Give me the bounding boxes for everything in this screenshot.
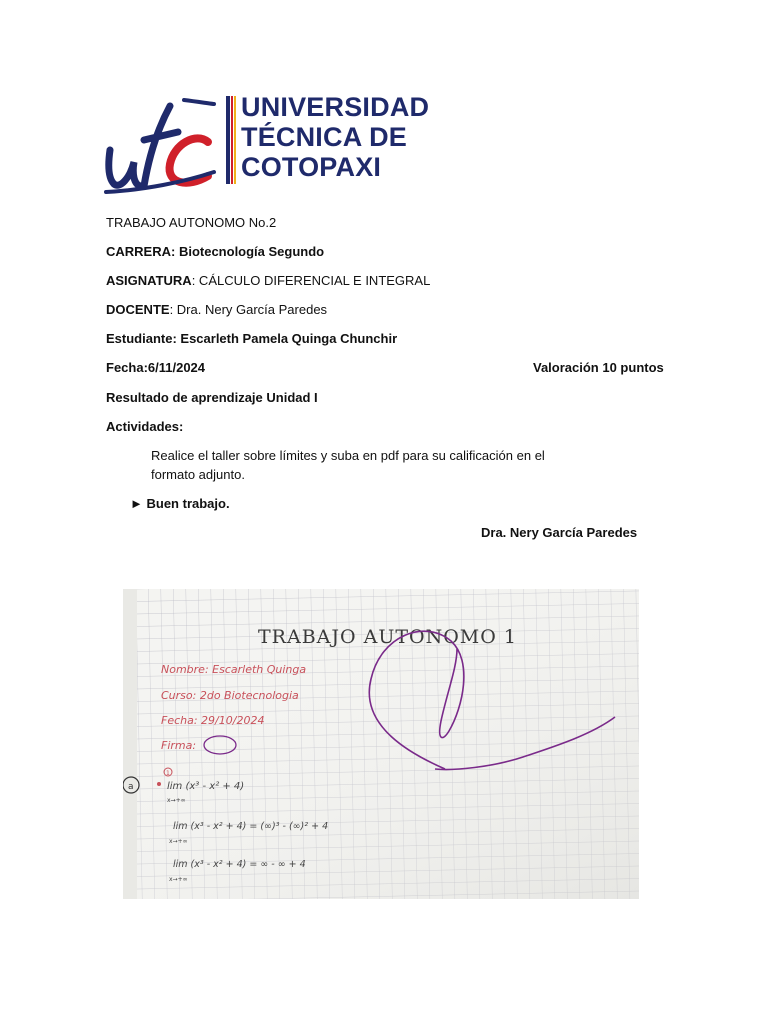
logo-line-3: COTOPAXI (241, 152, 382, 182)
utc-logo-mark (104, 92, 236, 202)
limit-line-1-sub: x→+∞ (167, 797, 186, 804)
university-name (241, 92, 429, 182)
asignatura-value: : CÁLCULO DIFERENCIAL E INTEGRAL (191, 273, 431, 288)
assignment-title (106, 215, 276, 231)
limit-line-3: lim (x³ - x² + 4) = ∞ - ∞ + 4 (173, 859, 306, 870)
actividades-heading: Actividades: (106, 419, 184, 434)
item-number: 1 (166, 770, 170, 777)
red-dot (157, 782, 161, 786)
notebook-nombre: Nombre: Escarleth Quinga (161, 663, 307, 676)
carrera-label: CARRERA: (106, 244, 176, 259)
carrera-value: Biotecnología Segundo (175, 244, 325, 259)
notebook-fecha: Fecha: 29/10/2024 (161, 714, 265, 727)
estudiante-line: Estudiante: Escarleth Pamela Quinga Chunchir (106, 331, 398, 346)
limit-line-2-sub: x→+∞ (169, 838, 188, 845)
notebook-title: TRABAJO AUTONOMO 1 (258, 626, 517, 648)
notebook-firma: Firma: (161, 739, 197, 752)
notebook-page (123, 589, 639, 899)
logo-line-1: UNIVERSIDAD (241, 92, 430, 122)
valoracion: Valoración 10 puntos (533, 360, 664, 375)
docente-value: : Dra. Nery García Paredes (169, 302, 328, 317)
assignment-title-text: TRABAJO AUTONOMO No.2 (106, 215, 277, 230)
exercise-label: a (128, 782, 134, 792)
fecha-line: Fecha:6/11/2024 (106, 360, 206, 375)
logo-line-2: TÉCNICA DE (241, 122, 408, 152)
asignatura-label: ASIGNATURA (106, 273, 192, 288)
docente-label: DOCENTE (106, 302, 170, 317)
limit-line-2: lim (x³ - x² + 4) = (∞)³ - (∞)² + 4 (173, 821, 329, 832)
carrera-line (106, 244, 324, 260)
signature-name: Dra. Nery García Paredes (481, 525, 638, 540)
bullet-line (130, 496, 230, 511)
university-logo (104, 92, 430, 202)
notebook-curso: Curso: 2do Biotecnologia (161, 689, 299, 702)
resultado-line: Resultado de aprendizaje Unidad I (106, 390, 318, 405)
bullet-text: Buen trabajo. (146, 496, 230, 511)
bullet-arrow-icon: ► (130, 496, 143, 511)
limit-line-3-sub: x→+∞ (169, 876, 188, 883)
instruction-text: Realice el taller sobre límites y suba en pdf para su calificación en el formato adjunto. (151, 448, 545, 482)
limit-line-1: lim (x³ - x² + 4) (167, 781, 245, 792)
notebook-photo (123, 589, 639, 899)
docente-line (106, 302, 327, 318)
asignatura-line (106, 273, 430, 289)
